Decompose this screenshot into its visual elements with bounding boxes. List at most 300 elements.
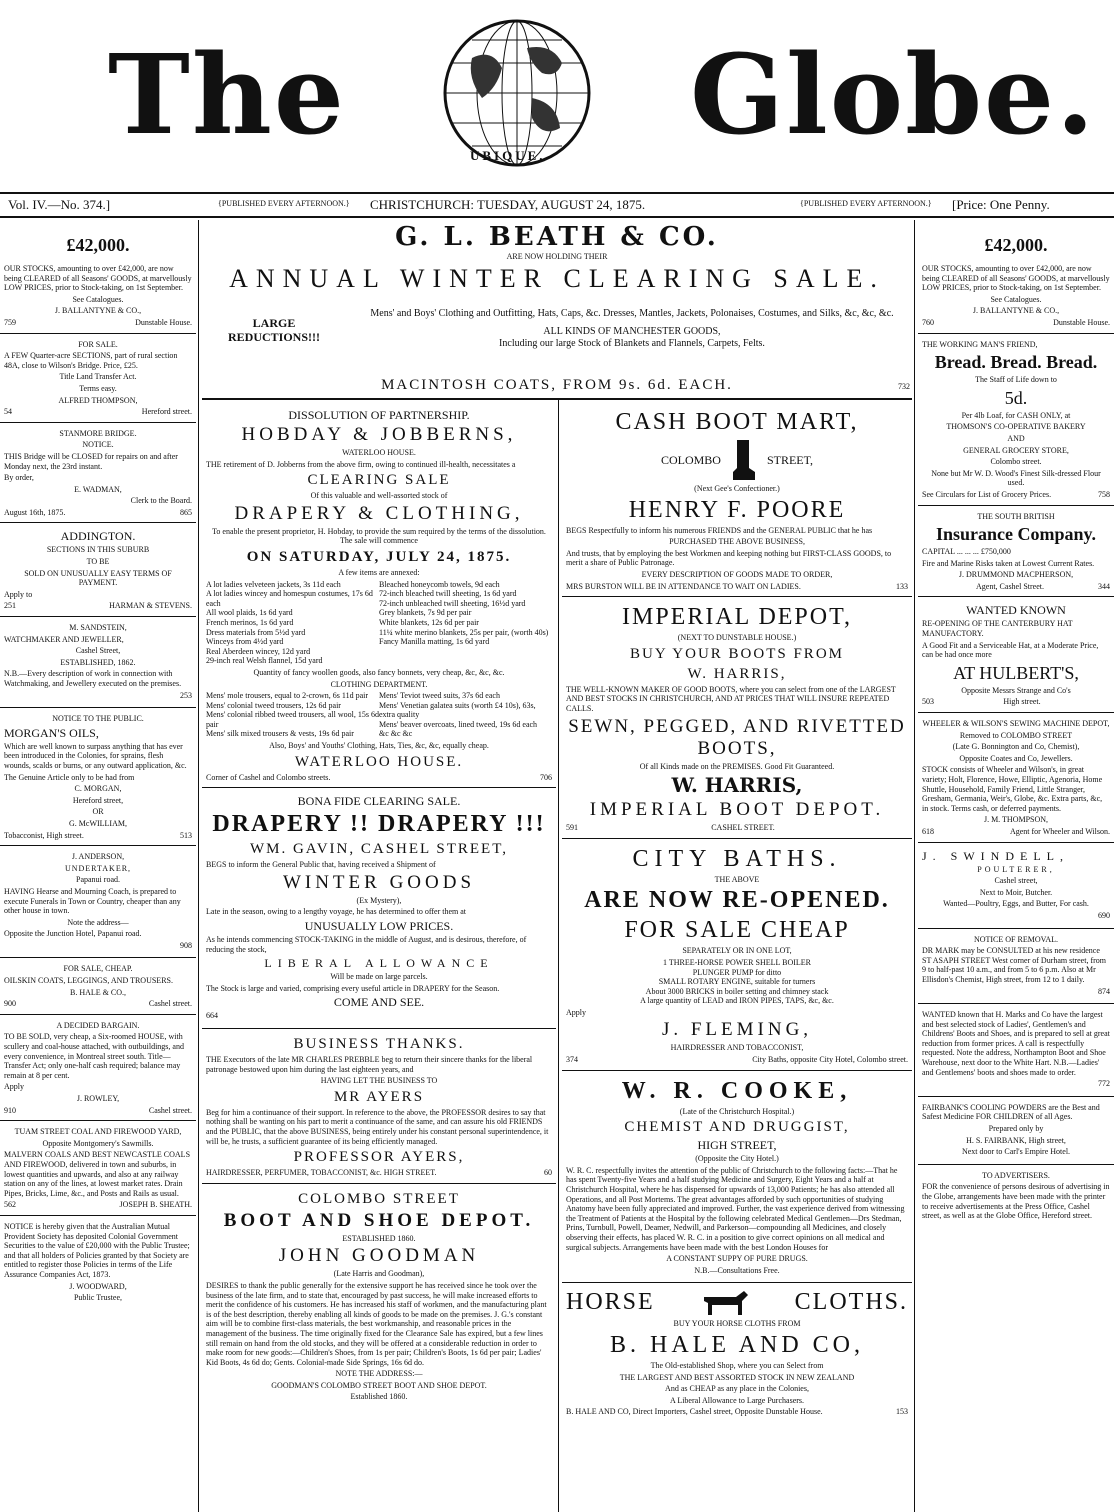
ad-see: See Circulars for List of Grocery Prices. — [922, 489, 1052, 499]
ad-name: JOHN GOODMAN — [278, 1245, 480, 1267]
ad-opp: Opposite Coates and Co, Jewellers. — [959, 753, 1073, 763]
ad-stock: The Stock is large and varied, comprising every useful article in DRAPERY for the Season. — [206, 983, 500, 993]
ad-name: HOBDAY & JOBBERNS, — [241, 424, 517, 445]
ad-hulbert — [918, 597, 1114, 713]
ad-line: Including our large Stock of Blankets and Flannels, Carpets, Felts. — [499, 338, 765, 349]
ad-wheeler — [918, 713, 1114, 843]
ad-number: 562 — [4, 1200, 16, 1210]
ad-buy: BUY YOUR BOOTS FROM — [629, 645, 844, 662]
ad-body: RE-OPENING OF THE CANTERBURY HAT MANUFACTORY. — [922, 619, 1073, 639]
ad-trade: HAIRDRESSER AND TOBACCONIST, — [670, 1043, 804, 1053]
ad-thomson: THOMSON'S CO-OPERATIVE BAKERY — [946, 422, 1086, 432]
list-item: Mens' Teviot tweed suits, 37s 6d each — [379, 691, 500, 701]
ad-above: THE ABOVE — [714, 874, 760, 884]
list-item: A lot ladies velveteen jackets, 3s 11d each — [206, 579, 341, 589]
ad-head: ADDINGTON. — [60, 529, 136, 544]
ad-number: 153 — [896, 1407, 908, 1417]
ad-see: See Catalogues. — [72, 294, 124, 304]
ad-late: Late in the season, owing to a lengthy voyage, he has determined to offer them at — [206, 907, 466, 917]
ad-number: 618 — [922, 826, 934, 836]
ad-head: FOR SALE. — [78, 339, 118, 349]
ad-street: STREET, — [766, 453, 814, 467]
ad-beg: Beg for him a continuance of their support. In reference to the above, the PROFESSOR desires to say that nothing shall be wanting on his part to merit a continuance of the same, and can assure his old FRIENDS and the PUBLIC, that the above BUSINESS, being entirely under his constant personal superintendence, it will be, he trusts, a sufficient guarantee of its being efficiently managed. — [206, 1107, 549, 1146]
ad-number: 908 — [180, 940, 192, 950]
ad-trade: UNDERTAKER, — [64, 863, 132, 873]
ad-tobe: TO BE — [86, 557, 110, 567]
ad-sewn: SEWN, PEGGED, AND RIVETTED BOOTS, — [568, 715, 906, 759]
ad-sign: E. WADMAN, — [74, 484, 122, 494]
ad-corner: Corner of Cashel and Colombo streets. — [206, 772, 331, 782]
ad-quantity: Quantity of fancy woollen goods, also fancy bonnets, very cheap, &c, &c, &c. — [253, 667, 505, 677]
ad-number: 732 — [898, 382, 910, 391]
ad-buy: BUY YOUR HORSE CLOTHS FROM — [673, 1319, 801, 1329]
list-item: A lot ladies wincey and homespun costumes, 17s 6d each — [206, 589, 373, 608]
ad-address: Dunstable House. — [1053, 317, 1110, 327]
ad-agent: Agent, Cashel Street. — [976, 581, 1044, 591]
ad-sale: ANNUAL WINTER CLEARING SALE. — [229, 263, 885, 293]
ad-title: MORGAN'S OILS, — [4, 725, 99, 740]
ad-ballantyne-2 — [918, 222, 1114, 334]
ad-and: AND — [1007, 433, 1025, 443]
ad-agent: Agent for Wheeler and Wilson. — [1009, 826, 1110, 836]
ad-est: ESTABLISHED, 1862. — [60, 657, 136, 667]
ad-or: OR — [92, 807, 104, 817]
column-left — [0, 222, 196, 1512]
ad-head: NOTICE OF REMOVAL. — [973, 934, 1059, 944]
ad-price: 5d. — [1004, 387, 1028, 408]
ad-prices: UNUSUALLY LOW PRICES. — [304, 919, 454, 934]
ad-name: W. R. COOKE, — [621, 1077, 853, 1104]
ad-addington — [0, 523, 196, 617]
ad-body: MALVERN COALS AND BEST NEWCASTLE COALS AND FIREWOOD, delivered in town and suburbs, in lowest quantities and upwards, and also at any railway station on any of the lines, at lowest market rates. Drain Pipes, Bricks, Lime, &c., and Posts and Rails as usual. — [4, 1150, 191, 1198]
ad-body: BEGS Respectfully to inform his numerous FRIENDS and the GENERAL PUBLIC that he has — [566, 525, 873, 535]
ad-body: TO BE SOLD, very cheap, a Six-roomed HOUSE, with scullery and coal-house attached, with outbuildings, and every convenience, in Montreal street south. Title—Transfer Act; only one-half cash required; balance may remain at 8 per cent. — [4, 1032, 184, 1080]
ad-large: LARGE — [252, 316, 296, 330]
ad-wh: W. HARRIS, — [671, 773, 803, 798]
ad-cheap: And as CHEAP as any place in the Colonies, — [665, 1384, 809, 1394]
ad-sign: J. ROWLEY, — [76, 1094, 120, 1103]
ad-shop: The Old-established Shop, where you can Select from — [650, 1360, 824, 1370]
ad-supply: A CONSTANT SUPPY OF PURE DRUGS. — [666, 1254, 808, 1264]
ad-depot: IMPERIAL BOOT DEPOT. — [589, 799, 885, 821]
ad-number: 760 — [922, 317, 934, 327]
ad-cashel: CASHEL STREET. — [711, 823, 775, 833]
ad-sign: JOSEPH B. SHEATH. — [119, 1200, 192, 1210]
list-item: A large quantity of LEAD and IRON PIPES, TAPS, &c, &c. — [640, 996, 834, 1006]
ad-body: THE retirement of D. Jobberns from the above firm, owing to continued ill-health, necessitates a — [206, 459, 516, 469]
ad-sign: J. M. THOMPSON, — [983, 815, 1049, 825]
column-centre-right — [562, 402, 912, 1510]
ad-body: DR MARK may be CONSULTED at his new residence ST ASAPH STREET West corner of Durham street, from 9 to half-past 10 a.m., and from 5 to 6 p.m. Also at Mr Ellisdon's Chemist, High street, from 12 to 1 daily. — [922, 946, 1107, 984]
ad-nb: N.B.—Every description of work in connection with Watchmaking, and Jewellery executed on the premises. — [4, 669, 182, 688]
ad-oilskin — [0, 958, 196, 1014]
list-item: 1 THREE-HORSE POWER SHELL BOILER — [663, 957, 811, 967]
ad-est: ESTABLISHED 1860. — [342, 1233, 416, 1243]
ad-number: 900 — [4, 999, 16, 1009]
ad-street: HIGH STREET, — [697, 1138, 777, 1153]
ad-see: See Catalogues. — [990, 294, 1042, 304]
list-item: Bleached honeycomb towels, 9d each — [379, 579, 500, 589]
ad-liberal: LIBERAL ALLOWANCE — [264, 956, 494, 971]
ad-name: Insurance Company. — [935, 524, 1097, 545]
ad-nb: N.B.—Consultations Free. — [694, 1265, 780, 1275]
ad-drapery: DRAPERY !! DRAPERY !!! — [212, 811, 546, 838]
ad-largest: THE LARGEST AND BEST ASSORTED STOCK IN NEW ZEALAND — [619, 1372, 855, 1382]
ad-of: Of this valuable and well-assorted stock of — [310, 491, 448, 501]
ad-colombo: Colombo street. — [990, 457, 1042, 467]
list-item: 72-inch unbleached twill sheeting, 16½d yard — [379, 598, 526, 608]
ad-date: August 16th, 1875. — [4, 507, 66, 517]
ad-bread — [918, 334, 1114, 506]
ad-apply: Apply — [4, 1082, 24, 1092]
list-item: Mens' silk mixed trousers & vests, 19s 6d pair — [206, 729, 354, 739]
ad-body: HAVING Hearse and Mourning Coach, is prepared to execute Funerals in Town or Country, cheaper than any other house in town. — [4, 886, 181, 916]
ad-head: CLOTHS. — [794, 1289, 908, 1316]
list-item: White blankets, 12s 6d per pair — [379, 617, 479, 627]
ad-head: NOTICE TO THE PUBLIC. — [52, 714, 144, 724]
ad-body: OUR STOCKS, amounting to over £42,000, are now being CLEARED of all Seasons' GOODS, at marvellously LOW PRICES, prior to Stock-taking, on 1st September. — [922, 264, 1110, 293]
ad-marks — [918, 1004, 1114, 1097]
ad-made: Will be made on large parcels. — [330, 972, 428, 982]
ad-late: (Late G. Bonnington and Co, Chemist), — [952, 742, 1080, 752]
ad-ballantyne — [0, 222, 196, 334]
column-rule — [558, 400, 559, 1512]
ad-next: Next to Moir, Butcher. — [979, 887, 1053, 897]
ad-sign: G. McWILLIAM, — [69, 818, 127, 828]
ad-head: WANTED KNOWN — [966, 603, 1066, 618]
ad-hale — [562, 1283, 912, 1422]
ad-beath — [202, 222, 912, 400]
list-item: PLUNGER PUMP for ditto — [692, 967, 782, 977]
volume-number: Vol. IV.—No. 374.] — [8, 197, 111, 212]
place-date: CHRISTCHURCH: TUESDAY, AUGUST 24, 1875. — [370, 197, 646, 212]
ad-address: B. HALE AND CO, Direct Importers, Cashel street, Opposite Dunstable House. — [566, 1407, 823, 1417]
ad-head: A DECIDED BARGAIN. — [56, 1020, 140, 1030]
horse-icon — [700, 1287, 750, 1317]
ad-anderson — [0, 846, 196, 958]
ad-head: BUSINESS THANKS. — [293, 1036, 465, 1052]
ad-number: 374 — [566, 1055, 578, 1065]
ad-name: WM. GAVIN, CASHEL STREET, — [249, 841, 509, 858]
ad-title: Clerk to the Board. — [130, 496, 192, 506]
ad-prep: Prepared only by — [988, 1124, 1044, 1134]
ad-number: 253 — [180, 690, 192, 700]
ad-trade: CHEMIST AND DRUGGIST, — [624, 1119, 850, 1136]
ad-genuine: The Genuine Article only to be had from — [4, 772, 135, 782]
ad-body: THE Executors of the late MR CHARLES PREBBLE beg to return their sincere thanks for the liberal patronage bestowed upon him during the last eighteen years, and — [206, 1055, 533, 1074]
column-centre-left — [202, 402, 556, 1510]
list-item: Mens' Venetian galatea suits (worth £4 10s), 63s, extra quality — [379, 700, 536, 720]
ad-morgans — [0, 708, 196, 846]
ad-next: (NEXT TO DUNSTABLE HOUSE.) — [677, 633, 797, 643]
ad-head: COLOMBO STREET — [298, 1190, 460, 1207]
ad-general: GENERAL GROCERY STORE, — [963, 445, 1069, 455]
ad-come: COME AND SEE. — [333, 995, 425, 1010]
ad-body: A FEW Quarter-acre SECTIONS, part of rural section 48A, close to Wilson's Bridge. Price, £25. — [4, 351, 178, 370]
ad-sign: J. BALLANTYNE & CO., — [972, 306, 1060, 316]
ad-body: THE WELL-KNOWN MAKER OF GOOD BOOTS, where you can select from one of the LARGEST AND BEST STOCKS IN CHRISTCHURCH, AND AT PRICES THAT WILL INSURE REPEATED CALLS. — [566, 684, 896, 713]
column-right — [918, 222, 1114, 1512]
ad-late: (Late of the Christchurch Hospital.) — [679, 1106, 795, 1116]
ad-address: Hereford street. — [141, 407, 192, 417]
ad-per: Per 4lb Loaf, for CASH ONLY, at — [961, 410, 1071, 420]
ad-also: Also, Boys' and Youths' Clothing, Hats, Ties, &c, &c, equally cheap. — [269, 741, 489, 751]
ad-next: Next door to Carl's Empire Hotel. — [961, 1147, 1071, 1157]
published-notice-right: {PUBLISHED EVERY AFTERNOON.} — [800, 199, 932, 208]
ad-body: OILSKIN COATS, LEGGINGS, AND TROUSERS. — [4, 976, 173, 986]
ad-sign: J. BALLANTYNE & CO., — [54, 306, 142, 316]
items-left — [206, 580, 379, 666]
ad-body: THIS Bridge will be CLOSED for repairs on and after Monday next, the 23rd instant. — [4, 451, 178, 471]
ad-prof: PROFESSOR AYERS, — [293, 1149, 465, 1166]
ad-number: 758 — [1098, 489, 1110, 499]
ad-colombo: COLOMBO — [660, 453, 721, 467]
ad-name: W. HARRIS, — [687, 665, 787, 682]
masthead — [0, 0, 1114, 195]
ad-every: EVERY DESCRIPTION OF GOODS MADE TO ORDER, — [641, 569, 833, 579]
ad-removed: Removed to COLOMBO STREET — [959, 730, 1073, 740]
ad-address: GOODMAN'S COLOMBO STREET BOOT AND SHOE DEPOT. — [271, 1380, 487, 1390]
ad-date: ON SATURDAY, JULY 24, 1875. — [246, 548, 512, 565]
ad-body: NOTICE is hereby given that the Australian Mutual Provident Society has deposited Colonial Government Securities to the value of £20,000 with the Public Trustee; and that all holders of Policies granted by that Society are entitled to register those Policies in terms of the Life Assurance Companies Act, 1873. — [4, 1221, 190, 1279]
ad-body: W. R. C. respectfully invites the attention of the public of Christchurch to the following facts:—That he has spent Twenty-five Years and a half studying Medicine and Surgery, Eight Years and a half at Christchurch Hospital, where he has dispensed for upwards of 13,000 Patients; he has also attended all Operations, and all Post Mortems. The great advantages afforded by such opportunities of studying Anatomy have been fully appreciated and improved. Further, the vast experience derived from witnessing the Treatment of Patients at the Hospital by the following celebrated Medical Gentlemen—Drs Stedman, Prins, Turnbull, Powell, Deamer, Nedwill, and Parkerson—compounding all Medicines, and closely observing their effects, has placed W. R. C. in a position to give correct opinions on all medical and surgical subjects. Arrangements have been made with the best London Houses for — [566, 1165, 905, 1252]
ad-big: Bread. Bread. Bread. — [934, 352, 1098, 373]
ad-body: STOCK consists of Wheeler and Wilson's, in great variety; Holt, Florence, Howe, Elliptic, Agenoria, Home Shuttle, Household, Family Friend, Little Stranger, Gresham, Germania, Weir's, Globe, &c. Extra parts, &c, in stock. Terms cash, or deferred payments. — [922, 765, 1103, 813]
ad-kinds: Of all Kinds made on the PREMISES. Good Fit Guaranteed. — [639, 761, 835, 771]
ad-mr: MR AYERS — [333, 1088, 425, 1105]
list-item: French merinos, 1s 6d yard — [206, 617, 294, 627]
ad-name: J. FLEMING, — [661, 1019, 813, 1041]
column-rule — [914, 220, 915, 1512]
ad-body: WANTED known that H. Marks and Co have the largest and best selected stock of Ladies', Gentlemen's and Childrens' Boots and Shoes, and is prepared to sell at great reduction from former prices. A call is respectfully requested. Note the address, Northampton Boot and Shoe Warehouse, next door to the White Hart. N.B.—Ladies' and Gentlemens' boots and shoes made to order. — [922, 1010, 1110, 1077]
ad-address: Dunstable House. — [135, 317, 192, 327]
ad-number: 874 — [1098, 986, 1110, 996]
ad-address: Cashel street. — [148, 1105, 192, 1115]
list-item: All wool plaids, 1s 6d yard — [206, 608, 293, 618]
list-item: 72-inch bleached twill sheeting, 1s 6d yard — [379, 589, 517, 599]
ad-sub: NOTICE. — [82, 440, 114, 450]
ad-agent-name: J. DRUMMOND MACPHERSON, — [958, 570, 1074, 580]
ad-address: Tobacconist, High street. — [4, 830, 84, 840]
ad-body: FAIRBANK'S COOLING POWDERS are the Best and Safest Medicine FOR CHILDREN of all Ages. — [922, 1102, 1100, 1122]
ad-head: THE SOUTH BRITISH — [977, 511, 1055, 521]
ad-clearing: CLEARING SALE — [307, 472, 451, 489]
ad-bargain — [0, 1015, 196, 1121]
ad-body: DESIRES to thank the public generally for the extensive support he has received since he took over the business of the late firm, and to state that, encouraged by past success, he will make increased efforts to merit the confidence of his customers. He has increased his staff of workmen, and the manufacturing plant is of the best description, thereby enabling all kinds of goods to be made on the premises. J. G.'s constant aim will be to combine first-class materials, the best workmanship, and reasonable prices in the management of the business. The time originally fixed for the Clearance Sale has expired, but a few lines still remain on hand from the old stocks, and they will be offered at a considerable reduction in order to make room for new goods:—Children's Shoes, from 1s per pair; Children's Boots, 1s 6d per pair; Ladies' Kid Boots, 4s 6d do; Gents. Colonial-made Side Springs, 16s 6d do. — [206, 1280, 547, 1367]
ad-note: NOTE THE ADDRESS:— — [335, 1369, 423, 1379]
ad-number: 133 — [896, 581, 908, 591]
ad-fairbank — [918, 1097, 1114, 1165]
ad-sign: C. MORGAN, — [74, 784, 122, 794]
list-item: Mens' colonial ribbed tweed trousers, all wool, 15s 6d pair — [206, 710, 379, 729]
ad-head: TO ADVERTISERS. — [982, 1170, 1050, 1180]
masthead-title-right: Globe. — [690, 30, 1097, 159]
ad-stanmore — [0, 423, 196, 524]
ad-head: FOR SALE, CHEAP. — [63, 964, 133, 974]
ad-head: WHEELER & WILSON'S SEWING MACHINE DEPOT, — [922, 719, 1110, 729]
ad-body: WATCHMAKER AND JEWELLER, — [4, 634, 124, 644]
ad-head: BONA FIDE CLEARING SALE. — [297, 794, 461, 809]
ad-none: None but Mr W. D. Wood's Finest Silk-dressed Flour used. — [931, 468, 1101, 488]
ad-mark — [918, 929, 1114, 1005]
ad-street: Cashel street, — [994, 876, 1038, 886]
ad-sign: ALFRED THOMPSON, — [58, 395, 138, 405]
ad-opp: Opposite the Junction Hotel, Papanui road. — [4, 929, 142, 939]
ad-headline: £42,000. — [984, 235, 1048, 255]
published-notice-left: {PUBLISHED EVERY AFTERNOON.} — [218, 199, 350, 208]
ad-opp: Opposite Montgomery's Sawmills. — [42, 1138, 154, 1148]
dateline — [0, 192, 1114, 218]
ad-address: High street. — [1003, 697, 1041, 707]
list-item: Mens' mole trousers, equal to 2-crown, 6s 11d pair — [206, 691, 368, 701]
ad-head: HORSE — [566, 1289, 655, 1316]
ad-sep: SEPARATELY OR IN ONE LOT, — [682, 946, 792, 956]
ad-head: CITY BATHS. — [632, 845, 842, 872]
masthead-motto: UBIQUE. — [470, 148, 546, 163]
ad-for-sale — [0, 334, 196, 423]
ad-staff: The Staff of Life down to — [975, 375, 1057, 385]
ad-number: 772 — [1098, 1079, 1110, 1089]
list-item: &c &c &c — [379, 729, 413, 739]
ad-macintosh: MACINTOSH COATS, FROM 9s. 6d. EACH. — [381, 377, 733, 393]
ad-address: Hereford street, — [72, 795, 124, 805]
clothing-right — [379, 691, 552, 739]
ad-tuam — [0, 1121, 196, 1216]
ad-number: 706 — [540, 772, 552, 782]
ad-few: A few items are annexed: — [338, 567, 420, 577]
list-item: About 3000 BRICKS in boiler setting and chimney stack — [645, 986, 829, 996]
ad-burston: MRS BURSTON WILL BE IN ATTENDANCE TO WAIT ON LADIES. — [566, 581, 801, 591]
ad-next: (Next Gee's Confectioner.) — [694, 484, 780, 493]
ad-drapery: DRAPERY & CLOTHING, — [234, 502, 524, 524]
ad-number: 910 — [4, 1105, 16, 1115]
ad-number: 344 — [1097, 581, 1110, 591]
list-item: Winceys from 4½d yard — [206, 637, 284, 647]
ad-waterloo: WATERLOO HOUSE. — [294, 753, 464, 770]
list-item: 11¼ white merino blankets, 25s per pair, (worth 40s) — [379, 627, 549, 637]
ad-number: 503 — [922, 697, 934, 707]
ad-fit: A Good Fit and a Serviceable Hat, at a Moderate Price, can be had once more — [922, 640, 1099, 660]
ad-hobday — [202, 402, 556, 788]
ad-line: Terms easy. — [79, 383, 117, 393]
ad-address: Cashel street. — [148, 999, 192, 1009]
ad-street: Cashel Street, — [75, 646, 121, 656]
ad-head: TUAM STREET COAL AND FIREWOOD YARD, — [14, 1127, 182, 1137]
ad-body: OUR STOCKS, amounting to over £42,000, are now being CLEARED of all Seasons' GOODS, at marvellously LOW PRICES, prior to Stock-taking, on 1st September. — [4, 264, 192, 293]
list-item: 29-inch real Welsh flannel, 15d yard — [206, 656, 323, 666]
ad-name: HENRY F. POORE — [628, 496, 846, 523]
ad-number: 60 — [544, 1168, 552, 1178]
ad-head: DISSOLUTION OF PARTNERSHIP. — [288, 408, 470, 422]
ad-at: AT HULBERT'S, — [953, 662, 1079, 683]
ad-advertisers — [918, 1165, 1114, 1228]
ad-trusts: And trusts, that by employing the best Workmen and keeping nothing but FIRST-CLASS GOODS, to merit a share of Public Patronage. — [566, 548, 892, 568]
ad-head: THE WORKING MAN'S FRIEND, — [922, 339, 1038, 349]
ad-by: By order, — [4, 473, 34, 483]
ad-apply: Apply — [566, 1007, 586, 1017]
boot-icon — [731, 438, 757, 482]
ad-trade: POULTERER, — [977, 864, 1055, 874]
ad-harris — [562, 597, 912, 839]
ad-body: FOR the convenience of persons desirous of advertising in the Globe, arrangements have been made with the printer to receive advertisements at the Press Office, Cashel street, as well as at the Globe Office, Hereford street. — [922, 1182, 1110, 1221]
ad-apply: Apply to — [4, 589, 33, 599]
ad-head: BOOT AND SHOE DEPOT. — [223, 1209, 535, 1231]
ad-intends: As he intends commencing STOCK-TAKING in the middle of August, and is desirous, therefore, of reducing the stock, — [206, 935, 527, 954]
ad-name: B. HALE AND CO, — [609, 1331, 864, 1358]
ad-sign: J. WOODWARD, — [69, 1281, 127, 1291]
ad-ex: (Ex Mystery), — [356, 895, 402, 905]
ad-line: Mens' and Boys' Clothing and Outfitting, Hats, Caps, &c. Dresses, Mantles, Jackets, Polonaises, Costumes, and Silks, &c, &c, &c. — [370, 308, 894, 319]
ad-enable: To enable the present proprietor, H. Hobday, to provide the sum required by the terms of the dissolution. The sale will commence — [212, 526, 546, 546]
ad-sign: HARMAN & STEVENS. — [109, 601, 192, 611]
ad-address: Papanui road. — [76, 875, 120, 885]
list-item: Dress materials from 5½d yard — [206, 627, 306, 637]
ad-opp: (Opposite the City Hotel.) — [695, 1154, 779, 1164]
ad-name: H. S. FAIRBANK, High street, — [966, 1135, 1066, 1145]
baths-items — [566, 958, 908, 1006]
list-item: SMALL ROTARY ENGINE, suitable for turners — [658, 977, 816, 987]
price: [Price: One Penny. — [952, 197, 1050, 212]
ad-number: 591 — [566, 823, 578, 833]
list-item: Grey blankets, 7s 9d per pair — [379, 608, 472, 618]
ad-late: (Late Harris and Goodman), — [333, 1269, 425, 1279]
ad-holding: ARE NOW HOLDING THEIR — [506, 252, 608, 261]
ad-clothing-dept: CLOTHING DEPARTMENT. — [330, 679, 428, 689]
ad-trade: HAIRDRESSER, PERFUMER, TOBACCONIST, &c. HIGH STREET. — [206, 1168, 437, 1178]
ad-number: 690 — [1098, 910, 1110, 920]
ad-having: HAVING LET THE BUSINESS TO — [320, 1076, 438, 1086]
ad-insurance — [918, 506, 1114, 598]
ad-opp: Opposite Messrs Strange and Co's — [961, 685, 1071, 695]
items-right — [379, 580, 552, 647]
ad-body: Which are well known to surpass anything that has ever been introduced in the Colonies, for sprains, flesh wounds, scalds or burns, or any outward application, &c. — [4, 741, 187, 770]
clothing-left — [206, 691, 379, 739]
masthead-title-left: The — [108, 30, 346, 159]
list-item: Real Aberdeen wincey, 12d yard — [206, 646, 311, 656]
ad-line: Title Land Transfer Act. — [59, 372, 137, 382]
ad-baths — [562, 839, 912, 1071]
ad-reopened: ARE NOW RE-OPENED. — [584, 887, 890, 914]
list-item: Fancy Manilla matting, 1s 6d yard — [379, 637, 490, 647]
ad-name: M. SANDSTEIN, — [69, 623, 127, 633]
ad-reductions: REDUCTIONS!!! — [227, 330, 320, 344]
ad-head: STANMORE BRIDGE. — [59, 428, 137, 438]
ad-purchased: PURCHASED THE ABOVE BUSINESS, — [669, 537, 805, 547]
ad-swindell — [918, 843, 1114, 929]
ad-goodman — [202, 1184, 556, 1409]
ad-number: 664 — [206, 1011, 218, 1021]
ad-headline: £42,000. — [66, 235, 130, 255]
column-rule — [198, 220, 199, 1512]
ad-name: J. ANDERSON, — [71, 852, 125, 862]
ad-cooke — [562, 1071, 912, 1284]
ad-title: Public Trustee, — [73, 1293, 122, 1303]
ad-body: BEGS to inform the General Public that, having received a Shipment of — [206, 860, 436, 870]
ad-gavin — [202, 788, 556, 1029]
ad-head: CASH BOOT MART, — [615, 409, 859, 435]
ad-sign: B. HALE & CO., — [70, 987, 126, 997]
ad-number: 513 — [180, 830, 192, 840]
ad-address: City Baths, opposite City Hotel, Colombo street. — [752, 1055, 908, 1065]
ad-number: 759 — [4, 317, 16, 327]
ad-number: 865 — [180, 507, 192, 517]
ad-allow: A Liberal Allowance to Large Purchasers. — [669, 1395, 805, 1405]
globe-icon — [442, 18, 592, 168]
ad-poore — [562, 402, 912, 597]
ad-body: Fire and Marine Risks taken at Lowest Current Rates. — [922, 558, 1095, 568]
ad-ayers — [202, 1029, 556, 1184]
ad-wanted: Wanted—Poultry, Eggs, and Butter, For cash. — [943, 899, 1089, 909]
